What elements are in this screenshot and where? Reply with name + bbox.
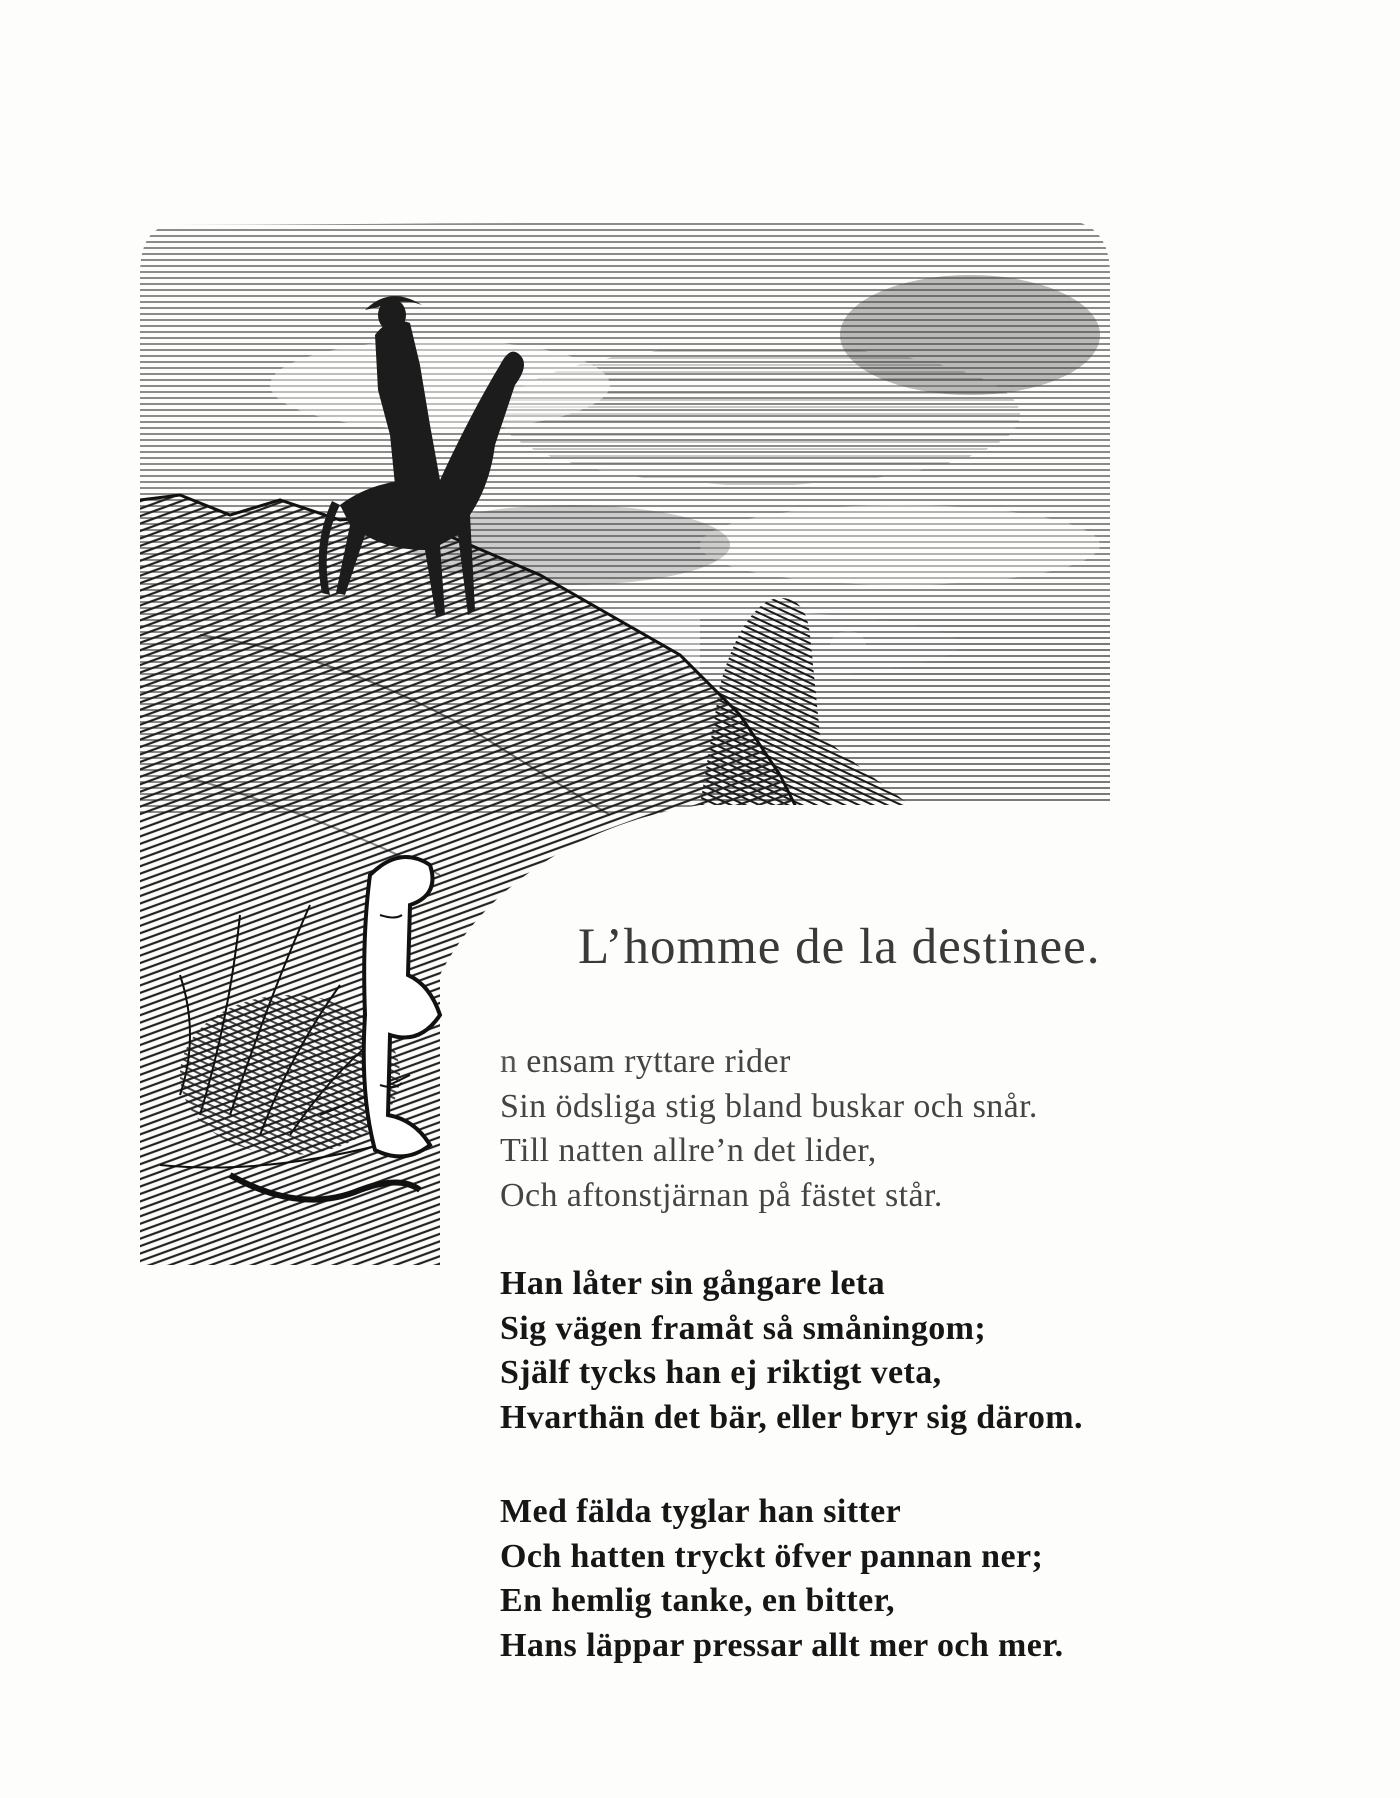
poem-title: L’homme de la destinee. xyxy=(578,919,1101,975)
stanza-3 xyxy=(500,1490,1200,1668)
stanza-1-line-1-text: ensam ryttare rider xyxy=(517,1043,791,1080)
stanza-2-line-1: Han låter sin gångare leta xyxy=(500,1265,886,1302)
stanza-2 xyxy=(500,1262,1200,1440)
stanza-1-line-3: Till natten allre’n det lider, xyxy=(500,1132,877,1169)
stanza-1-line-1 xyxy=(500,1040,1200,1085)
stanza-2-line-4: Hvarthän det bär, eller bryr sig därom. xyxy=(500,1398,1083,1436)
stanza-2-line-2: Sig vägen framåt så småningom; xyxy=(500,1309,987,1347)
stanza-1 xyxy=(500,1040,1200,1218)
stanza-2-line-3: Själf tycks han ej riktigt veta, xyxy=(500,1354,942,1391)
stanza-3-line-1: Med fälda tyglar han sitter xyxy=(500,1493,902,1530)
stanza-3-line-2: Och hatten tryckt öfver pannan ner; xyxy=(500,1537,1044,1575)
stanza-3-line-4: Hans läppar pressar allt mer och mer. xyxy=(500,1626,1064,1664)
stanza-1-line-2: Sin ödsliga stig bland buskar och snår. xyxy=(500,1087,1038,1125)
stanza-3-line-3: En hemlig tanke, en bitter, xyxy=(500,1582,895,1619)
stanza-1-line-4: Och aftonstjärnan på fästet står. xyxy=(500,1176,943,1214)
dropcap-fragment: n xyxy=(500,1043,518,1080)
